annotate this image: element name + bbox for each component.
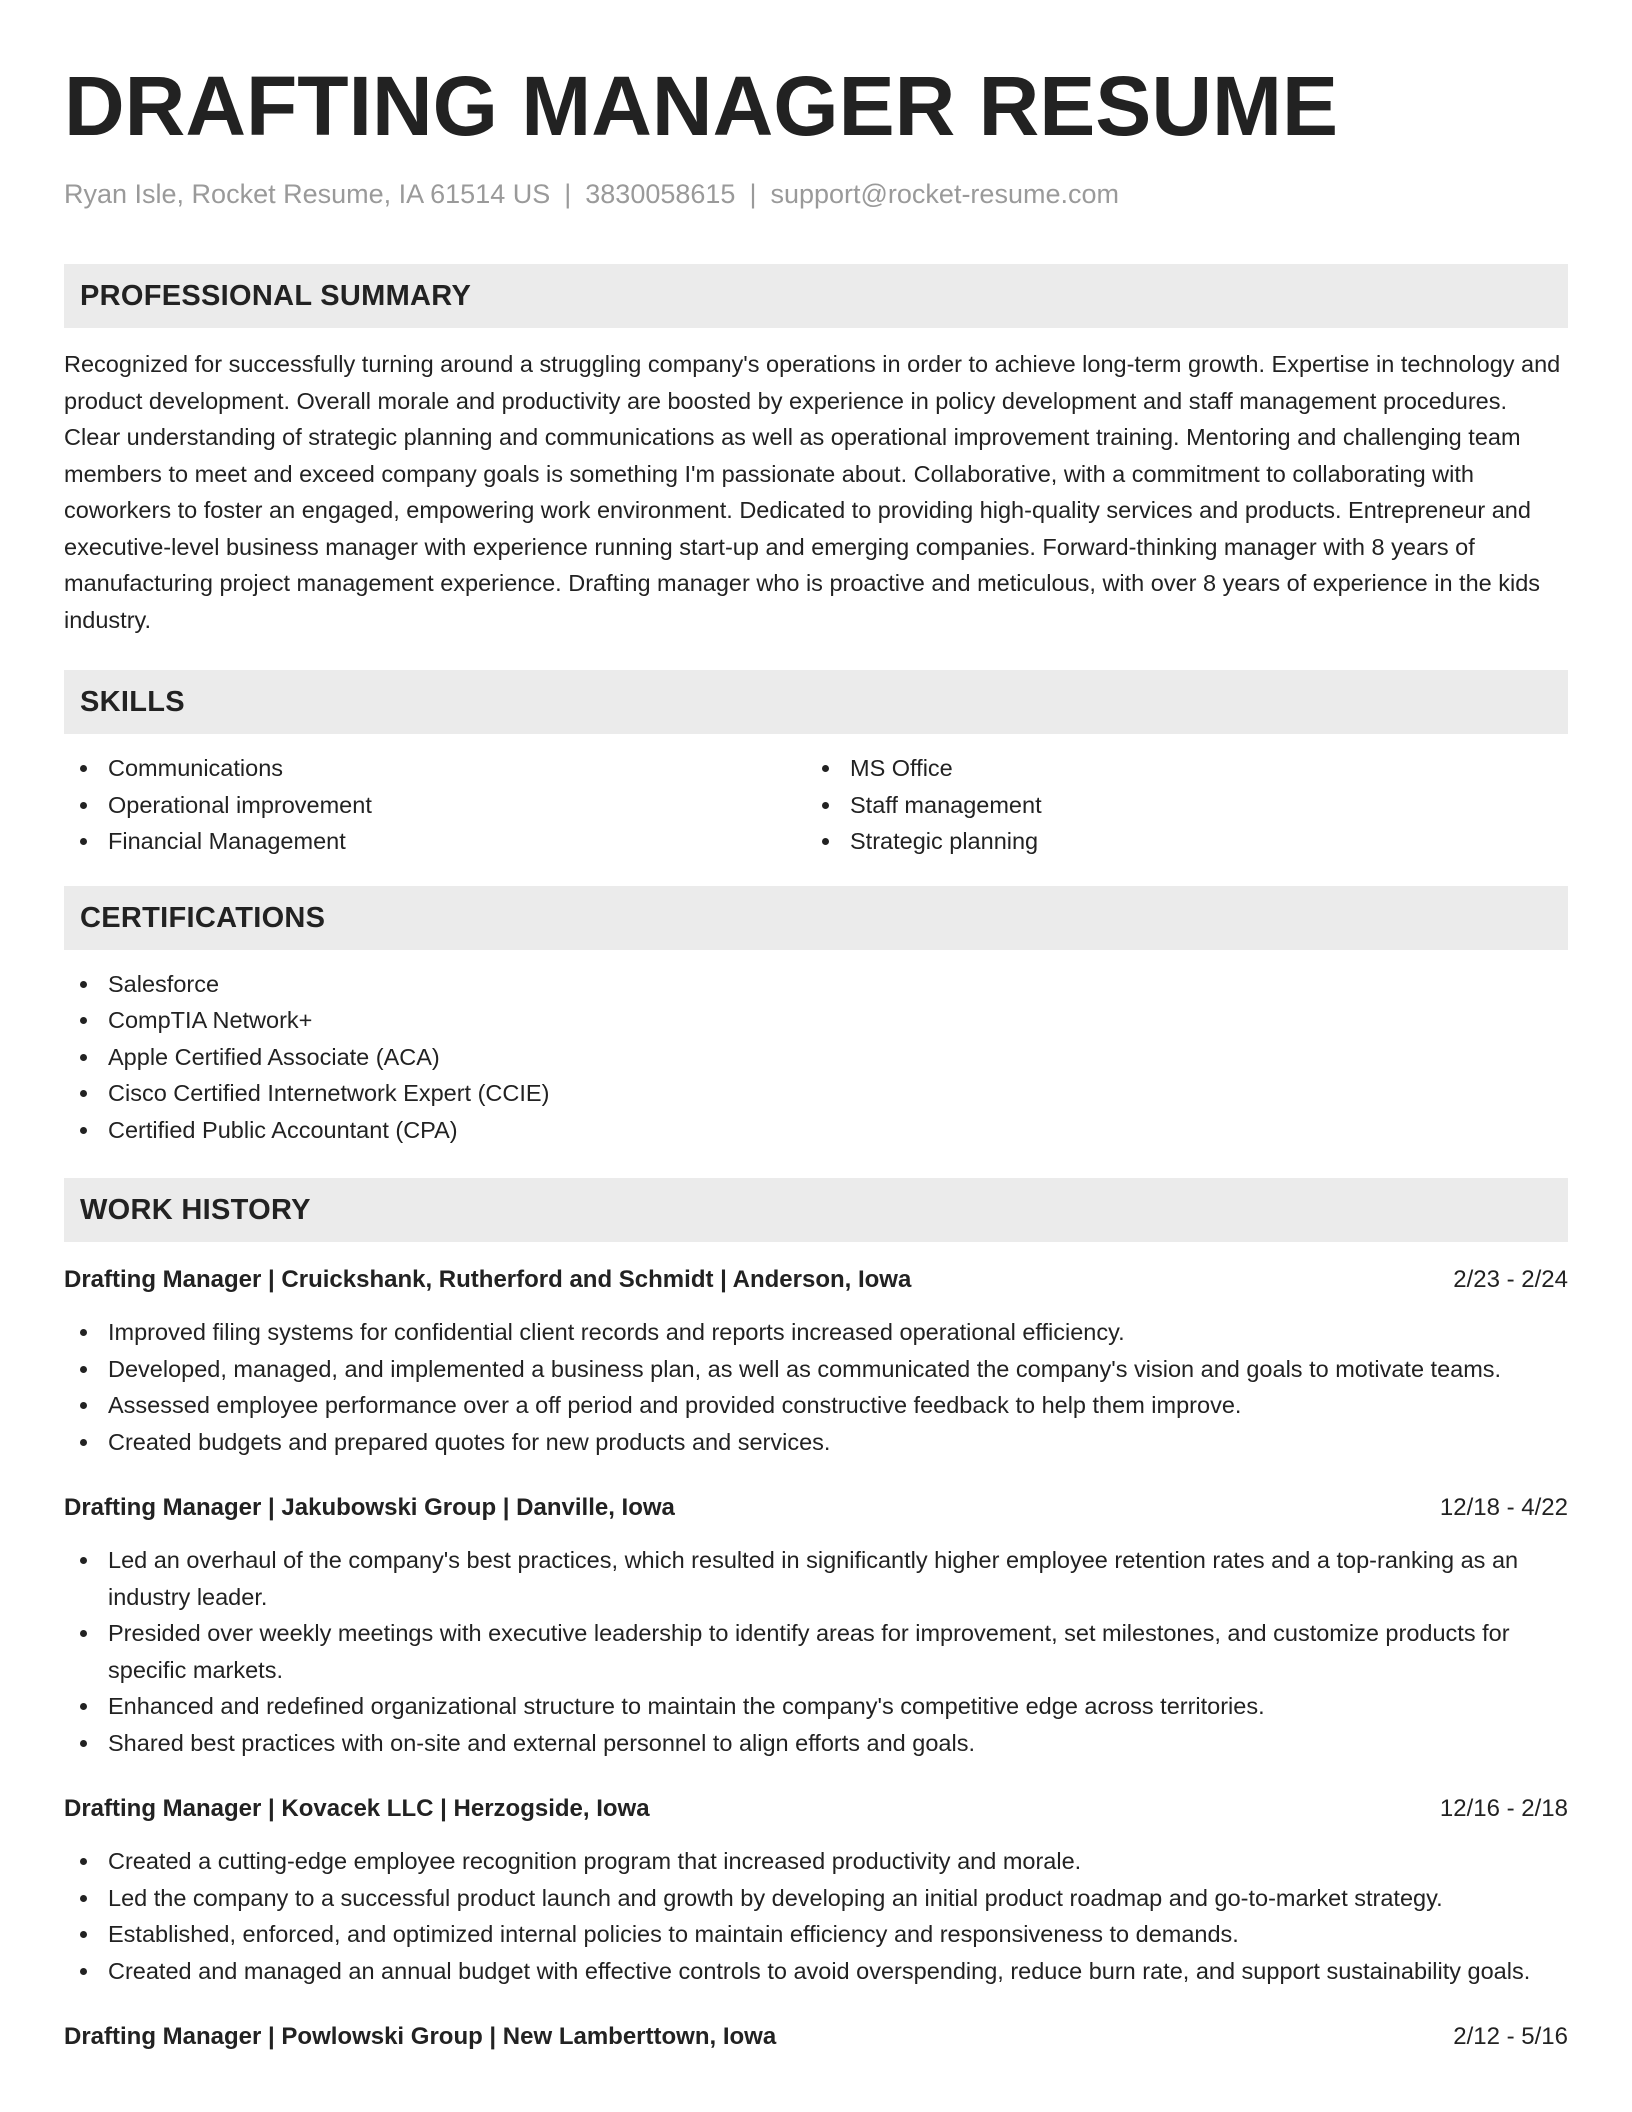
contact-email: support@rocket-resume.com [770, 179, 1119, 209]
skills-heading: SKILLS [64, 670, 1568, 734]
skills-column-left [64, 750, 806, 860]
job-bullet: Led an overhaul of the company's best practices, which resulted in significantly higher employee retention rates and a top-ranking as an industry leader. [64, 1542, 1568, 1615]
job-bullet: Created a cutting-edge employee recognition program that increased productivity and morale. [64, 1843, 1568, 1880]
job-bullet: Created budgets and prepared quotes for new products and services. [64, 1424, 1568, 1461]
job-title: Drafting Manager | Cruickshank, Rutherford and Schmidt | Anderson, Iowa [64, 1266, 912, 1293]
job-entry [64, 1490, 1568, 1761]
job-bullet: Created and managed an annual budget with effective controls to avoid overspending, reduce burn rate, and support sustainability goals. [64, 1953, 1568, 1990]
certification-item: Apple Certified Associate (ACA) [64, 1039, 1568, 1076]
summary-heading: PROFESSIONAL SUMMARY [64, 264, 1568, 328]
job-dates: 12/18 - 4/22 [1439, 1494, 1568, 1521]
skill-item: Strategic planning [806, 823, 1548, 860]
certification-item: Salesforce [64, 966, 1568, 1003]
job-bullet: Enhanced and redefined organizational structure to maintain the company's competitive edge across territories. [64, 1688, 1568, 1725]
job-header [64, 1791, 1568, 1827]
job-bullet: Led the company to a successful product launch and growth by developing an initial product roadmap and go-to-market strategy. [64, 1880, 1568, 1917]
skills-column-right [806, 750, 1548, 860]
skill-item: MS Office [806, 750, 1548, 787]
job-header [64, 1490, 1568, 1526]
certifications-heading: CERTIFICATIONS [64, 886, 1568, 950]
certification-item: Cisco Certified Internetwork Expert (CCIE) [64, 1075, 1568, 1112]
skills-grid [64, 750, 1568, 860]
job-bullets [64, 1314, 1568, 1460]
job-bullets [64, 1542, 1568, 1761]
job-dates: 12/16 - 2/18 [1439, 1795, 1568, 1822]
certification-item: CompTIA Network+ [64, 1002, 1568, 1039]
page-title: DRAFTING MANAGER RESUME [64, 59, 1338, 153]
certification-item: Certified Public Accountant (CPA) [64, 1112, 1568, 1149]
skills-list-right [806, 750, 1548, 860]
job-dates: 2/23 - 2/24 [1453, 1266, 1568, 1293]
contact-line [64, 176, 1568, 212]
job-header [64, 2019, 1568, 2055]
skill-item: Staff management [806, 787, 1548, 824]
job-bullet: Developed, managed, and implemented a business plan, as well as communicated the company's vision and goals to motivate teams. [64, 1351, 1568, 1388]
skills-list-left [64, 750, 806, 860]
job-title: Drafting Manager | Powlowski Group | New Lamberttown, Iowa [64, 2023, 777, 2050]
job-bullet: Shared best practices with on-site and external personnel to align efforts and goals. [64, 1725, 1568, 1762]
job-entry [64, 1262, 1568, 1460]
resume-page [64, 0, 1568, 2055]
job-title: Drafting Manager | Jakubowski Group | Danville, Iowa [64, 1494, 675, 1521]
skill-item: Financial Management [64, 823, 806, 860]
contact-phone: 3830058615 [585, 179, 736, 209]
summary-text: Recognized for successfully turning around a struggling company's operations in order to achieve long-term growth. Expertise in technology and product development. Overall morale and productivity are boosted by experience in policy development and staff management procedures. Clear understanding of strategic planning and communications as well as operational improvement training. Mentoring and challenging team members to meet and exceed company goals is something I'm passionate about. Collaborative, with a commitment to collaborating with coworkers to foster an engaged, empowering work environment. Dedicated to providing high-quality services and products. Entrepreneur and executive-level business manager with experience running start-up and emerging companies. Forward-thinking manager with 8 years of manufacturing project management experience. Drafting manager who is proactive and meticulous, with over 8 years of experience in the kids industry. [64, 351, 1561, 633]
job-bullet: Assessed employee performance over a off period and provided constructive feedback to help them improve. [64, 1387, 1568, 1424]
skill-item: Operational improvement [64, 787, 806, 824]
job-bullet: Established, enforced, and optimized internal policies to maintain efficiency and responsiveness to demands. [64, 1916, 1568, 1953]
job-bullet: Improved filing systems for confidential client records and reports increased operational efficiency. [64, 1314, 1568, 1351]
job-dates: 2/12 - 5/16 [1453, 2023, 1568, 2050]
certifications-list [64, 966, 1568, 1149]
contact-separator: | [749, 179, 757, 209]
job-entry [64, 2019, 1568, 2055]
job-header [64, 1262, 1568, 1298]
contact-address: Ryan Isle, Rocket Resume, IA 61514 US [64, 179, 551, 209]
work-history-heading: WORK HISTORY [64, 1178, 1568, 1242]
job-title: Drafting Manager | Kovacek LLC | Herzogside, Iowa [64, 1795, 650, 1822]
job-entry [64, 1791, 1568, 1989]
job-bullet: Presided over weekly meetings with executive leadership to identify areas for improvement, set milestones, and customize products for specific markets. [64, 1615, 1568, 1688]
skill-item: Communications [64, 750, 806, 787]
contact-separator: | [564, 179, 572, 209]
job-bullets [64, 1843, 1568, 1989]
